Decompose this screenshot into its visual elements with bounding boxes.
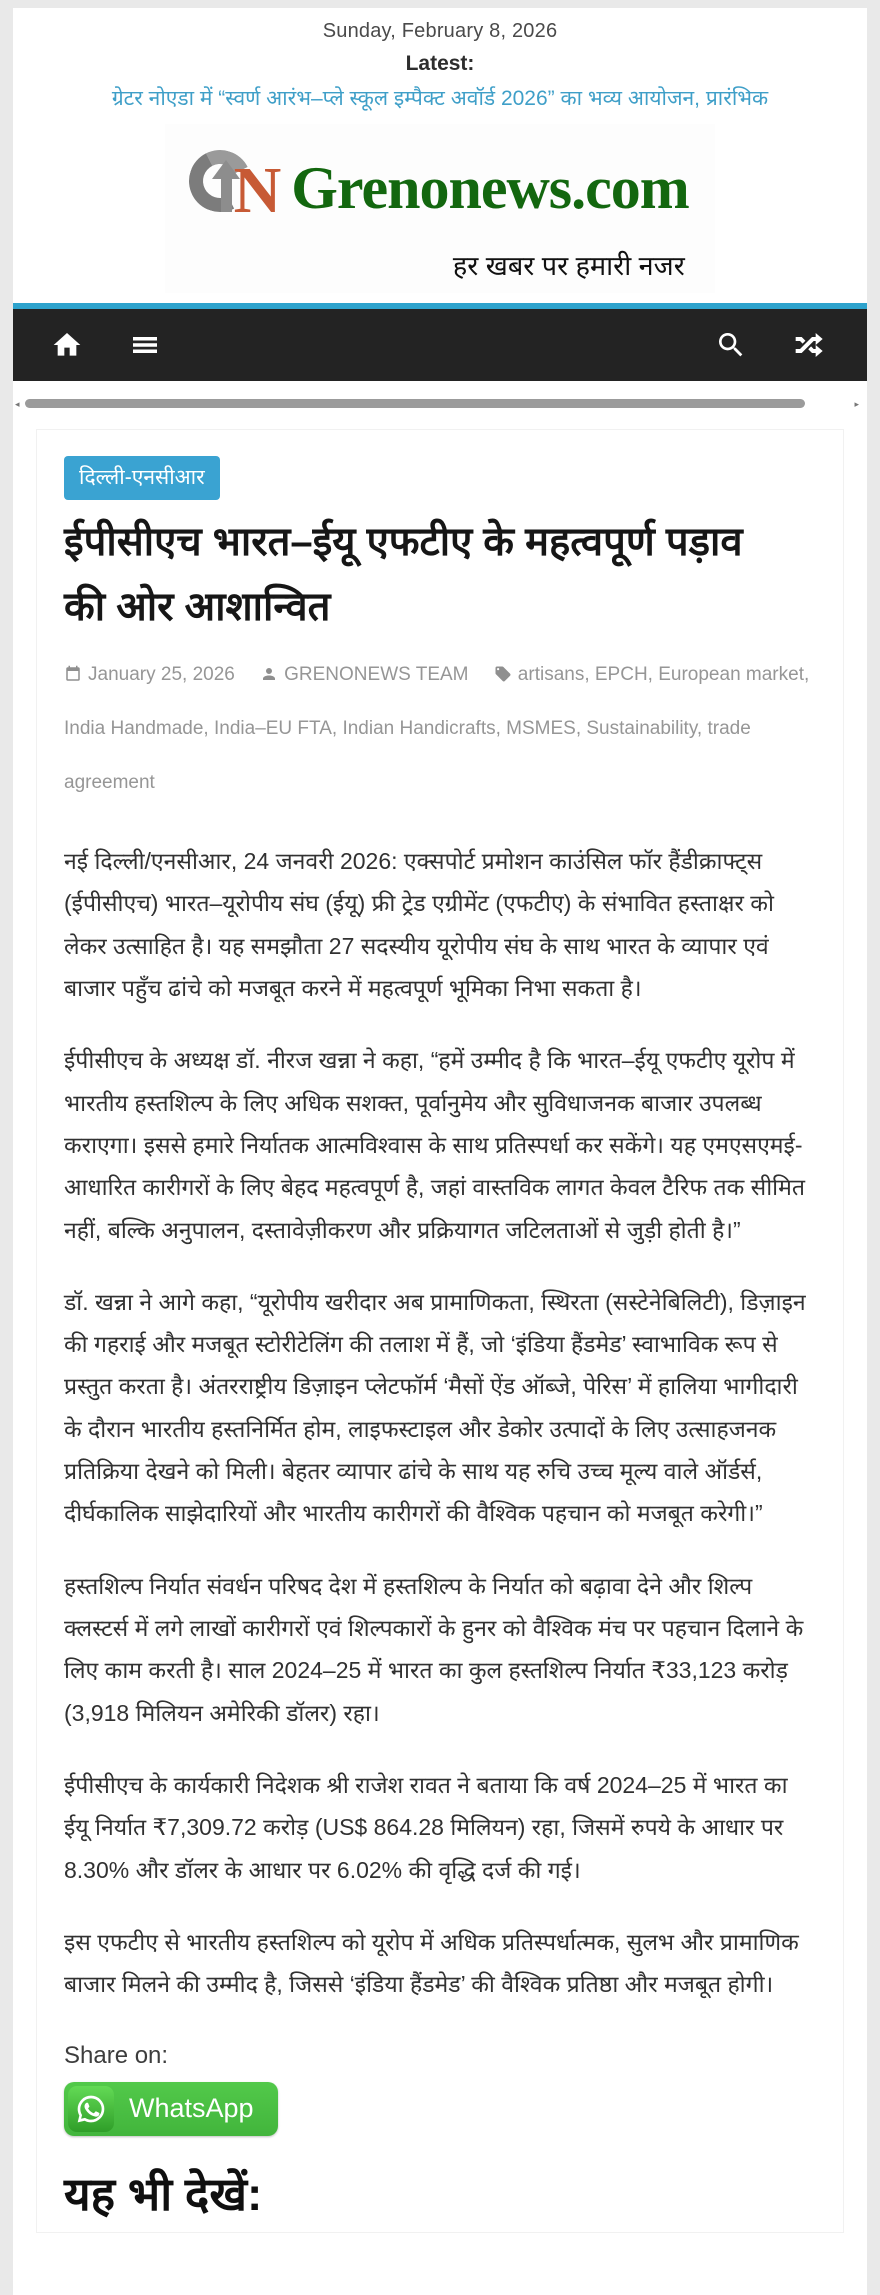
- site-tagline: हर खबर पर हमारी नजर: [452, 251, 685, 281]
- scroll-left-arrow-icon[interactable]: ◂: [15, 399, 20, 409]
- user-icon: [260, 651, 278, 669]
- tag-icon: [494, 651, 512, 669]
- scrollbar-thumb[interactable]: [25, 399, 805, 408]
- article-meta: [64, 648, 816, 810]
- topbar: [13, 8, 867, 112]
- shuffle-icon[interactable]: [793, 329, 825, 361]
- meta-date: January 25, 2026: [64, 664, 235, 685]
- article-body: [64, 840, 816, 2006]
- scroll-right-arrow-icon[interactable]: ▸: [854, 399, 859, 409]
- whatsapp-icon: [68, 2086, 114, 2132]
- tag-links[interactable]: artisans, EPCH, European market, India Handmade, India–EU FTA, Indian Handicrafts, MSMES, Sustainability, trade agreement: [64, 663, 810, 793]
- meta-author[interactable]: GRENONEWS TEAM: [260, 664, 468, 685]
- latest-ticker-link[interactable]: ग्रेटर नोएडा में “स्वर्ण आरंभ–प्ले स्कूल इम्पैक्ट अवॉर्ड 2026” का भव्य आयोजन, प्रारंभिक: [111, 87, 769, 110]
- whatsapp-share-button[interactable]: [64, 2082, 278, 2136]
- paragraph: हस्तशिल्प निर्यात संवर्धन परिषद देश में हस्तशिल्प के निर्यात को बढ़ावा देने और शिल्प क्लस्टर्स में लगे लाखों कारीगरों एवं शिल्पकारों के हुनर को वैश्विक मंच पर पहचान दिलाने के लिए काम करती है। साल 2024–25 में भारत का कुल हस्तशिल्प निर्यात ₹33,123 करोड़ (3,918 मिलियन अमेरिकी डॉलर) रहा।: [64, 1572, 804, 1726]
- home-icon[interactable]: [51, 329, 83, 361]
- category-badge[interactable]: दिल्ली-एनसीआर: [64, 456, 220, 500]
- search-icon[interactable]: [715, 329, 747, 361]
- calendar-icon: [64, 651, 82, 669]
- paragraph: ईपीसीएच के अध्यक्ष डॉ. नीरज खन्ना ने कहा, “हमें उम्मीद है कि भारत–ईयू एफटीए यूरोप में भारतीय हस्तशिल्प के लिए अधिक सशक्त, पूर्वानुमेय और सुविधाजनक बाजार उपलब्ध कराएगा। इससे हमारे निर्यातक आत्मविश्वास के साथ प्रतिस्पर्धा कर सकेंगे। यह एमएसएमई-आधारित कारीगरों के लिए बेहद महत्वपूर्ण है, जहां वास्तविक लागत केवल टैरिफ तक सीमित नहीं, बल्कि अनुपालन, दस्तावेज़ीकरण और प्रक्रियागत जटिलताओं से जुड़ी होती है।”: [64, 1047, 805, 1243]
- gn-monogram-icon: N: [185, 138, 281, 238]
- latest-label: Latest:: [405, 52, 475, 75]
- current-date: Sunday, February 8, 2026: [322, 20, 558, 42]
- masthead: [13, 112, 867, 303]
- paragraph: डॉ. खन्ना ने आगे कहा, “यूरोपीय खरीदार अब प्रामाणिकता, स्थिरता (सस्टेनेबिलिटी), डिज़ाइन की गहराई और मजबूत स्टोरीटेलिंग की तलाश में हैं, जो ‘इंडिया हैंडमेड’ स्वाभाविक रूप से प्रस्तुत करता है। अंतरराष्ट्रीय डिज़ाइन प्लेटफॉर्म ‘मैसों ऐंड ऑब्जे, पेरिस’ में हालिया भागीदारी के दौरान भारतीय हस्तनिर्मित होम, लाइफस्टाइल और डेकोर उत्पादों के लिए उत्साहजनक प्रतिक्रिया देखने को मिली। बेहतर व्यापार ढांचे के साथ यह रुचि उच्च मूल्य वाले ऑर्डर्स, दीर्घकालिक साझेदारियों और भारतीय कारीगरों की वैश्विक पहचान को मजबूत करेगी।”: [64, 1288, 806, 1527]
- paragraph: नई दिल्ली/एनसीआर, 24 जनवरी 2026: एक्सपोर्ट प्रमोशन काउंसिल फॉर हैंडीक्राफ्ट्स (ईपीसीएच) भारत–यूरोपीय संघ (ईयू) फ्री ट्रेड एग्रीमेंट (एफटीए) के संभावित हस्ताक्षर को लेकर उत्साहित है। यह समझौता 27 सदस्यीय यूरोपीय संघ के साथ भारत के व्यापार एवं बाजार पहुँच ढांचे को मजबूत करने में महत्वपूर्ण भूमिका निभा सकता है।: [64, 848, 774, 1001]
- menu-icon[interactable]: [129, 329, 161, 361]
- site-container: [13, 8, 867, 2295]
- site-logo[interactable]: [165, 124, 715, 293]
- article-title: ईपीसीएच भारत–ईयू एफटीए के महत्वपूर्ण पड़ाव की ओर आशान्वित: [64, 520, 743, 629]
- article-card: [36, 429, 844, 2233]
- paragraph: ईपीसीएच के कार्यकारी निदेशक श्री राजेश रावत ने बताया कि वर्ष 2024–25 में भारत का ईयू निर्यात ₹7,309.72 करोड़ (US$ 864.28 मिलियन) रहा, जिसमें रुपये के आधार पर 8.30% और डॉलर के आधार पर 6.02% की वृद्धि दर्ज की गई।: [64, 1771, 788, 1883]
- site-name: Grenonews.com: [291, 154, 689, 221]
- also-see-heading: यह भी देखें:: [64, 2167, 263, 2220]
- main-navbar: [13, 309, 867, 381]
- whatsapp-label: WhatsApp: [129, 2093, 254, 2124]
- share-on-label: Share on:: [64, 2041, 169, 2069]
- paragraph: इस एफटीए से भारतीय हस्तशिल्प को यूरोप में अधिक प्रतिस्पर्धात्मक, सुलभ और प्रामाणिक बाजार मिलने की उम्मीद है, जिससे ‘इंडिया हैंडमेड’ की वैश्विक प्रतिष्ठा और मजबूत होगी।: [64, 1928, 799, 1998]
- horizontal-scrollbar: [13, 399, 867, 409]
